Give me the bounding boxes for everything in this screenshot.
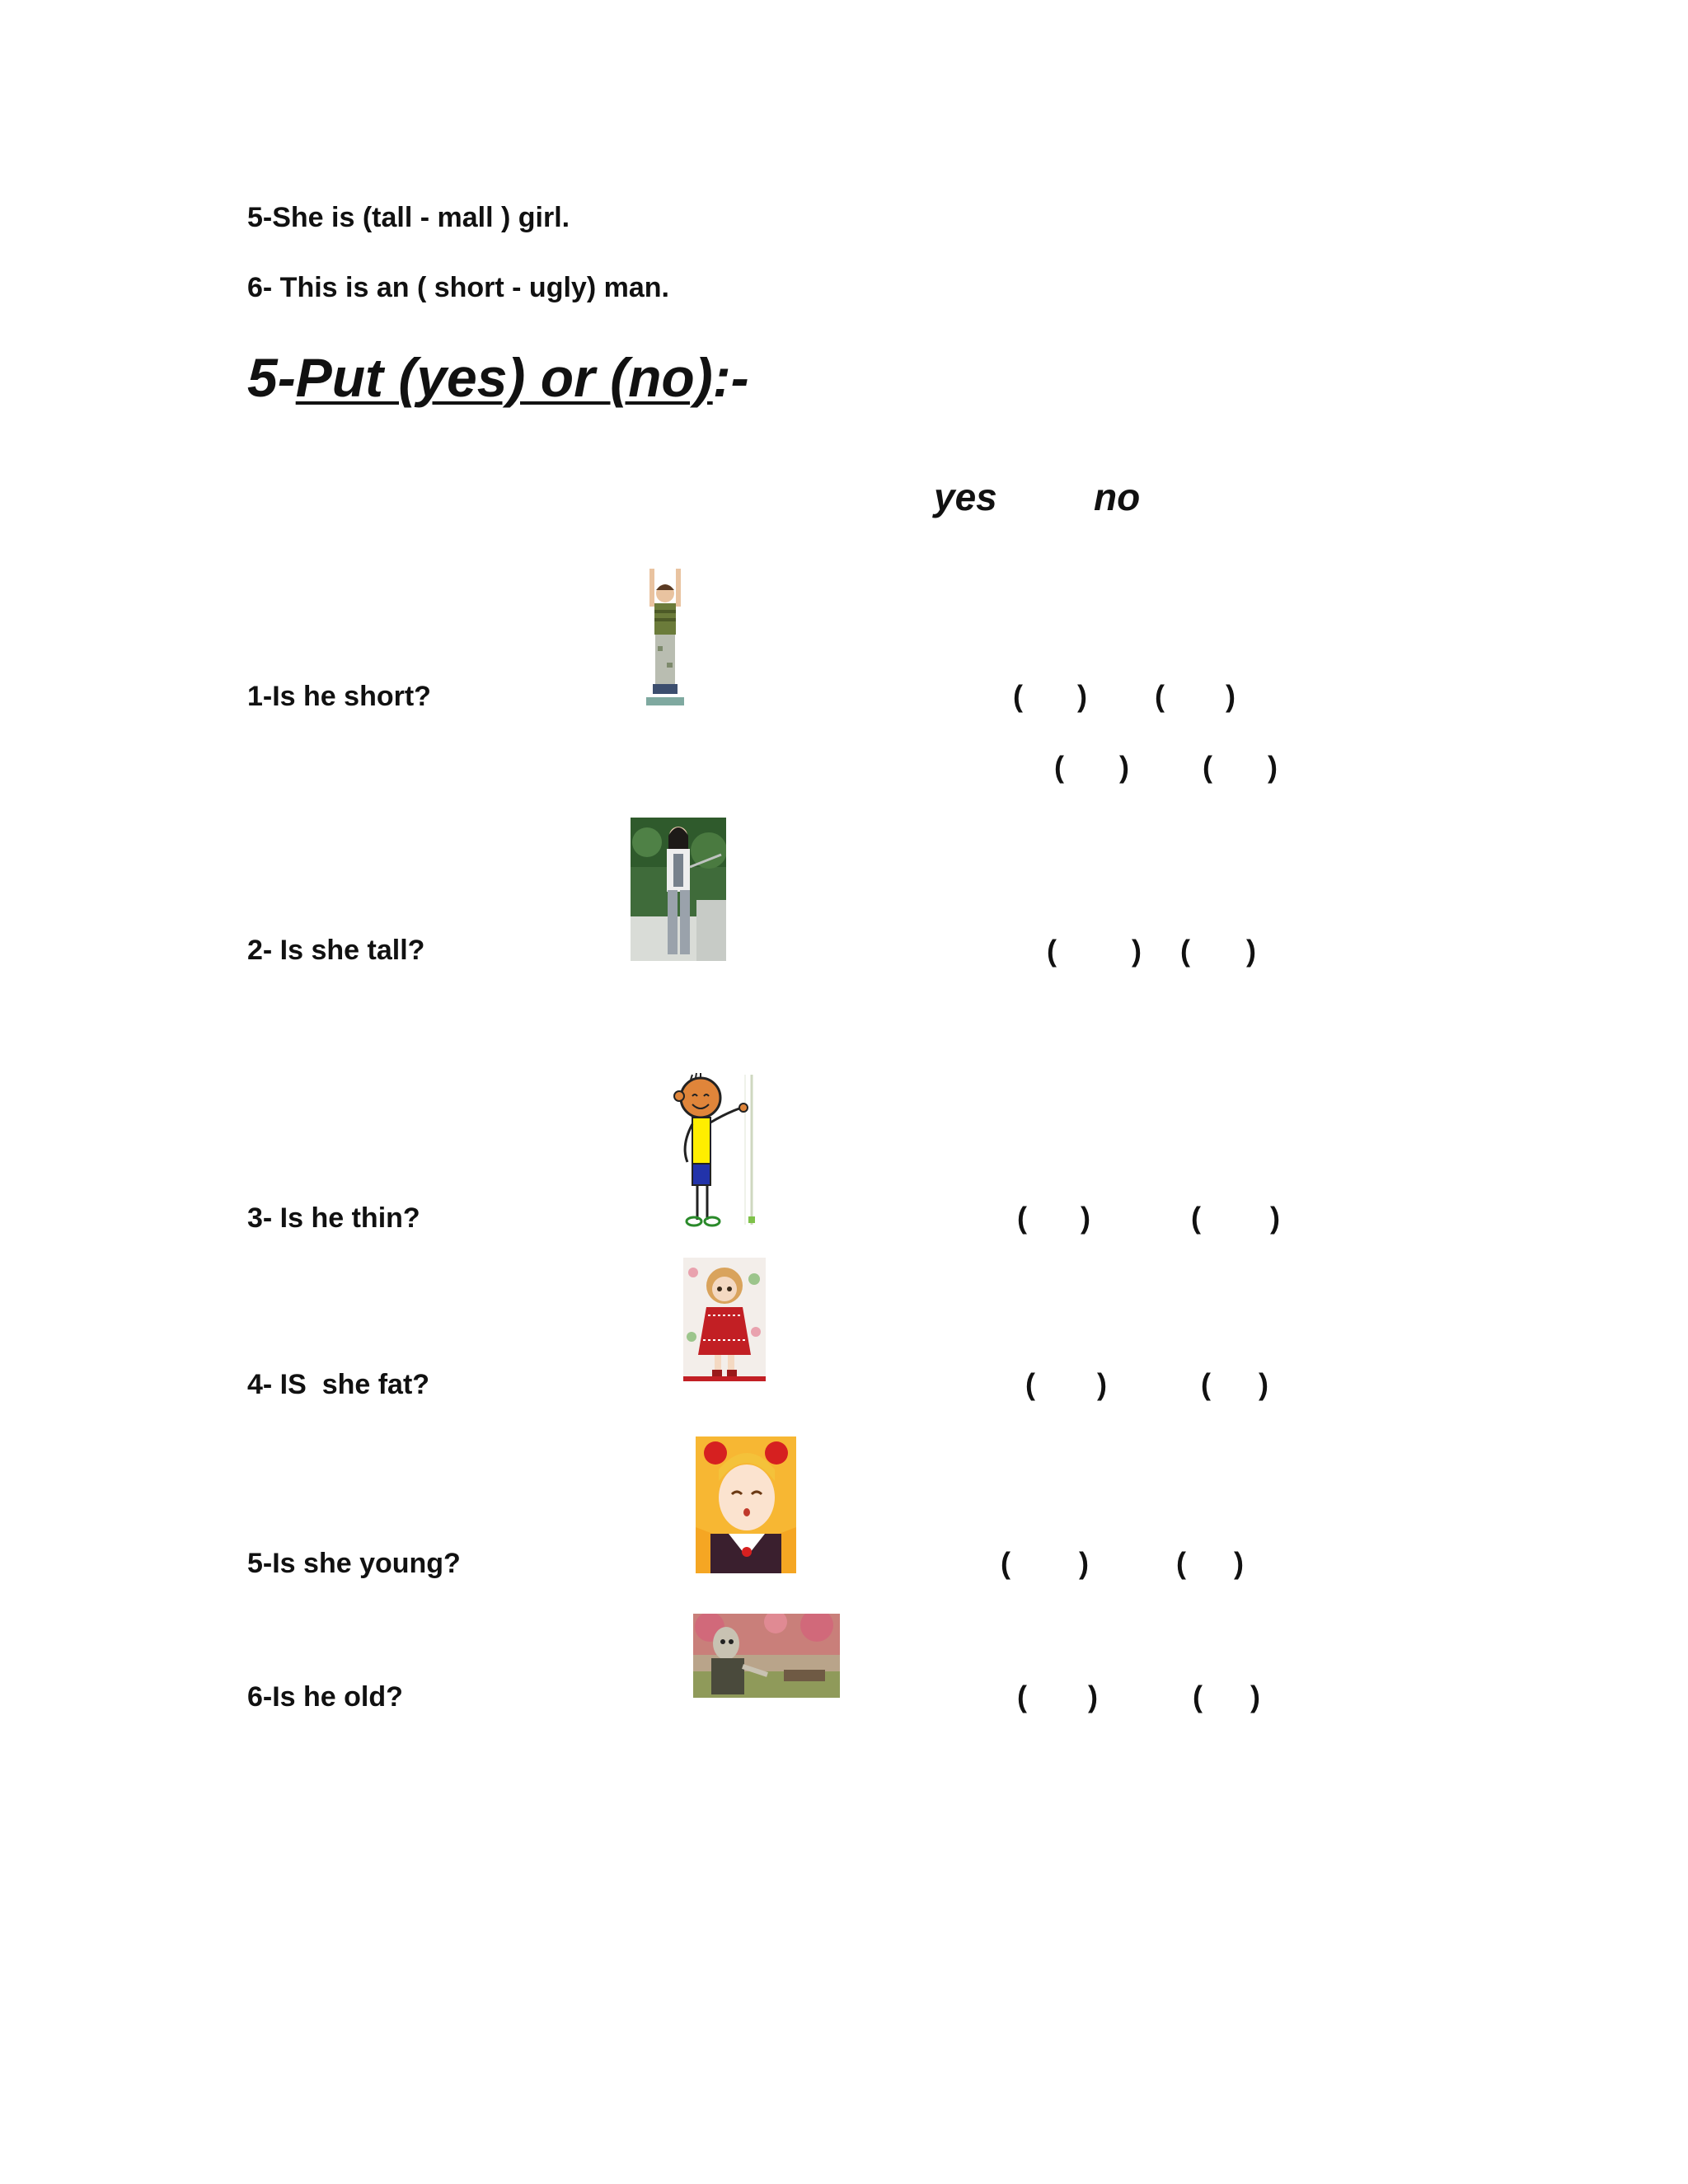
bracket-close: ) [1119, 750, 1129, 784]
column-no: no [1094, 476, 1141, 518]
woman-standing-photo [631, 818, 726, 961]
bracket-close: ) [1226, 679, 1236, 713]
question-4: 4- IS she fat? [247, 1369, 430, 1400]
bracket-open: ( [1193, 1680, 1203, 1713]
bracket-close: ) [1081, 1201, 1090, 1235]
section-title-prefix: 5- [247, 347, 296, 408]
bracket-open: ( [1180, 934, 1190, 968]
boy-arms-raised-photo [645, 565, 686, 709]
bracket-open: ( [1203, 750, 1212, 784]
bracket-close: ) [1250, 1680, 1260, 1713]
bracket-close: ) [1079, 1546, 1089, 1580]
bracket-close: ) [1088, 1680, 1098, 1713]
bracket-open: ( [1176, 1546, 1186, 1580]
section-title-underlined: Put (yes) or (no) [295, 347, 713, 408]
bracket-open: ( [1155, 679, 1165, 713]
old-man-cartoon-icon [693, 1614, 840, 1704]
bracket-open: ( [1017, 1201, 1027, 1235]
bracket-close: ) [1234, 1546, 1244, 1580]
bracket-open: ( [1001, 1546, 1010, 1580]
section-title [247, 347, 749, 408]
sentence-6: 6- This is an ( short - ugly) man. [247, 272, 669, 303]
bracket-close: ) [1246, 934, 1256, 968]
question-2: 2- Is she tall? [247, 935, 425, 966]
bracket-close: ) [1270, 1201, 1280, 1235]
bracket-open: ( [1047, 934, 1057, 968]
section-title-suffix: :- [712, 347, 749, 408]
bracket-close: ) [1077, 679, 1087, 713]
column-yes: yes [934, 476, 997, 518]
bracket-open: ( [1017, 1680, 1027, 1713]
bracket-close: ) [1132, 934, 1142, 968]
question-6: 6-Is he old? [247, 1681, 403, 1713]
bracket-open: ( [1025, 1367, 1035, 1401]
question-3: 3- Is he thin? [247, 1202, 420, 1234]
question-1: 1-Is he short? [247, 681, 431, 712]
sentence-5: 5-She is (tall - mall ) girl. [247, 202, 570, 233]
bracket-open: ( [1013, 679, 1023, 713]
bracket-open: ( [1191, 1201, 1201, 1235]
bracket-open: ( [1201, 1367, 1211, 1401]
anime-girl-icon [696, 1436, 796, 1573]
bracket-close: ) [1097, 1367, 1107, 1401]
cartoon-boy-measuring-icon [669, 1071, 758, 1230]
bracket-open: ( [1054, 750, 1064, 784]
bracket-close: ) [1259, 1367, 1268, 1401]
question-5: 5-Is she young? [247, 1548, 461, 1579]
bracket-close: ) [1268, 750, 1278, 784]
doll-red-dress-photo [683, 1258, 766, 1381]
